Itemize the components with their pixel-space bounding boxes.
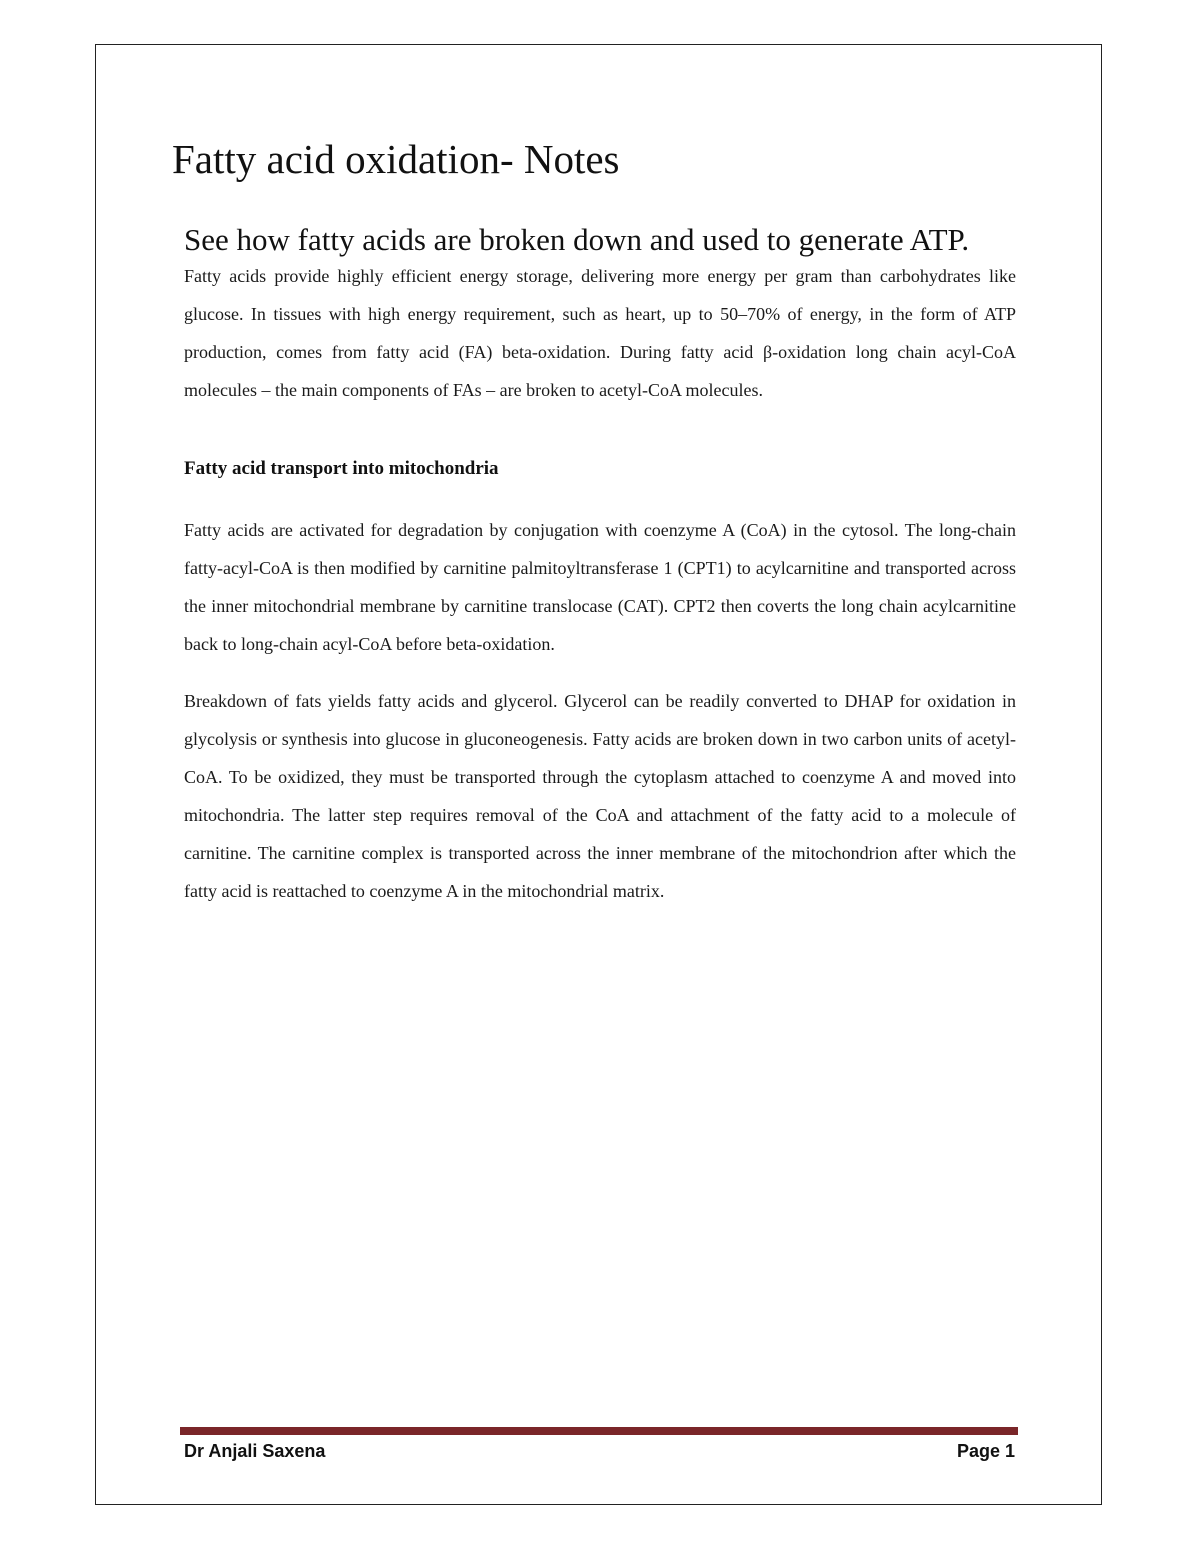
section-heading: Fatty acid transport into mitochondria [184,458,499,479]
document-subtitle: See how fatty acids are broken down and used to generate ATP. [184,222,970,257]
intro-paragraph: Fatty acids provide highly efficient energy storage, delivering more energy per gram than carbohydrates like glucose. In tissues with high energy requirement, such as heart, up to 50–70% of energy, in the form of ATP production, comes from fatty acid (FA) beta-oxidation. During fatty acid β-oxidation long chain acyl-CoA molecules – the main components of FAs – are broken to acetyl-CoA molecules. [184,266,1016,400]
footer-page-number: Page 1 [956,1441,1015,1461]
footer-rule [180,1427,1018,1435]
document-body [184,222,1016,910]
section-paragraph: Fatty acids are activated for degradation by conjugation with coenzyme A (CoA) in the cytosol. The long-chain fatty-acyl-CoA is then modified by carnitine palmitoyltransferase 1 (CPT1) to acylcarnitine and transported across the inner mitochondrial membrane by carnitine translocase (CAT). CPT2 then coverts the long chain acylcarnitine back to long-chain acyl-CoA before beta-oxidation. [184,520,1016,654]
footer-author: Dr Anjali Saxena [184,1441,326,1461]
document-title: Fatty acid oxidation- Notes [172,136,620,182]
section-paragraph: Breakdown of fats yields fatty acids and glycerol. Glycerol can be readily converted to DHAP for oxidation in glycolysis or synthesis into glucose in gluconeogenesis. Fatty acids are broken down in two carbon units of acetyl-CoA. To be oxidized, they must be transported through the cytoplasm attached to coenzyme A and moved into mitochondria. The latter step requires removal of the CoA and attachment of the fatty acid to a molecule of carnitine. The carnitine complex is transported across the inner membrane of the mitochondrion after which the fatty acid is reattached to coenzyme A in the mitochondrial matrix. [184,691,1016,901]
